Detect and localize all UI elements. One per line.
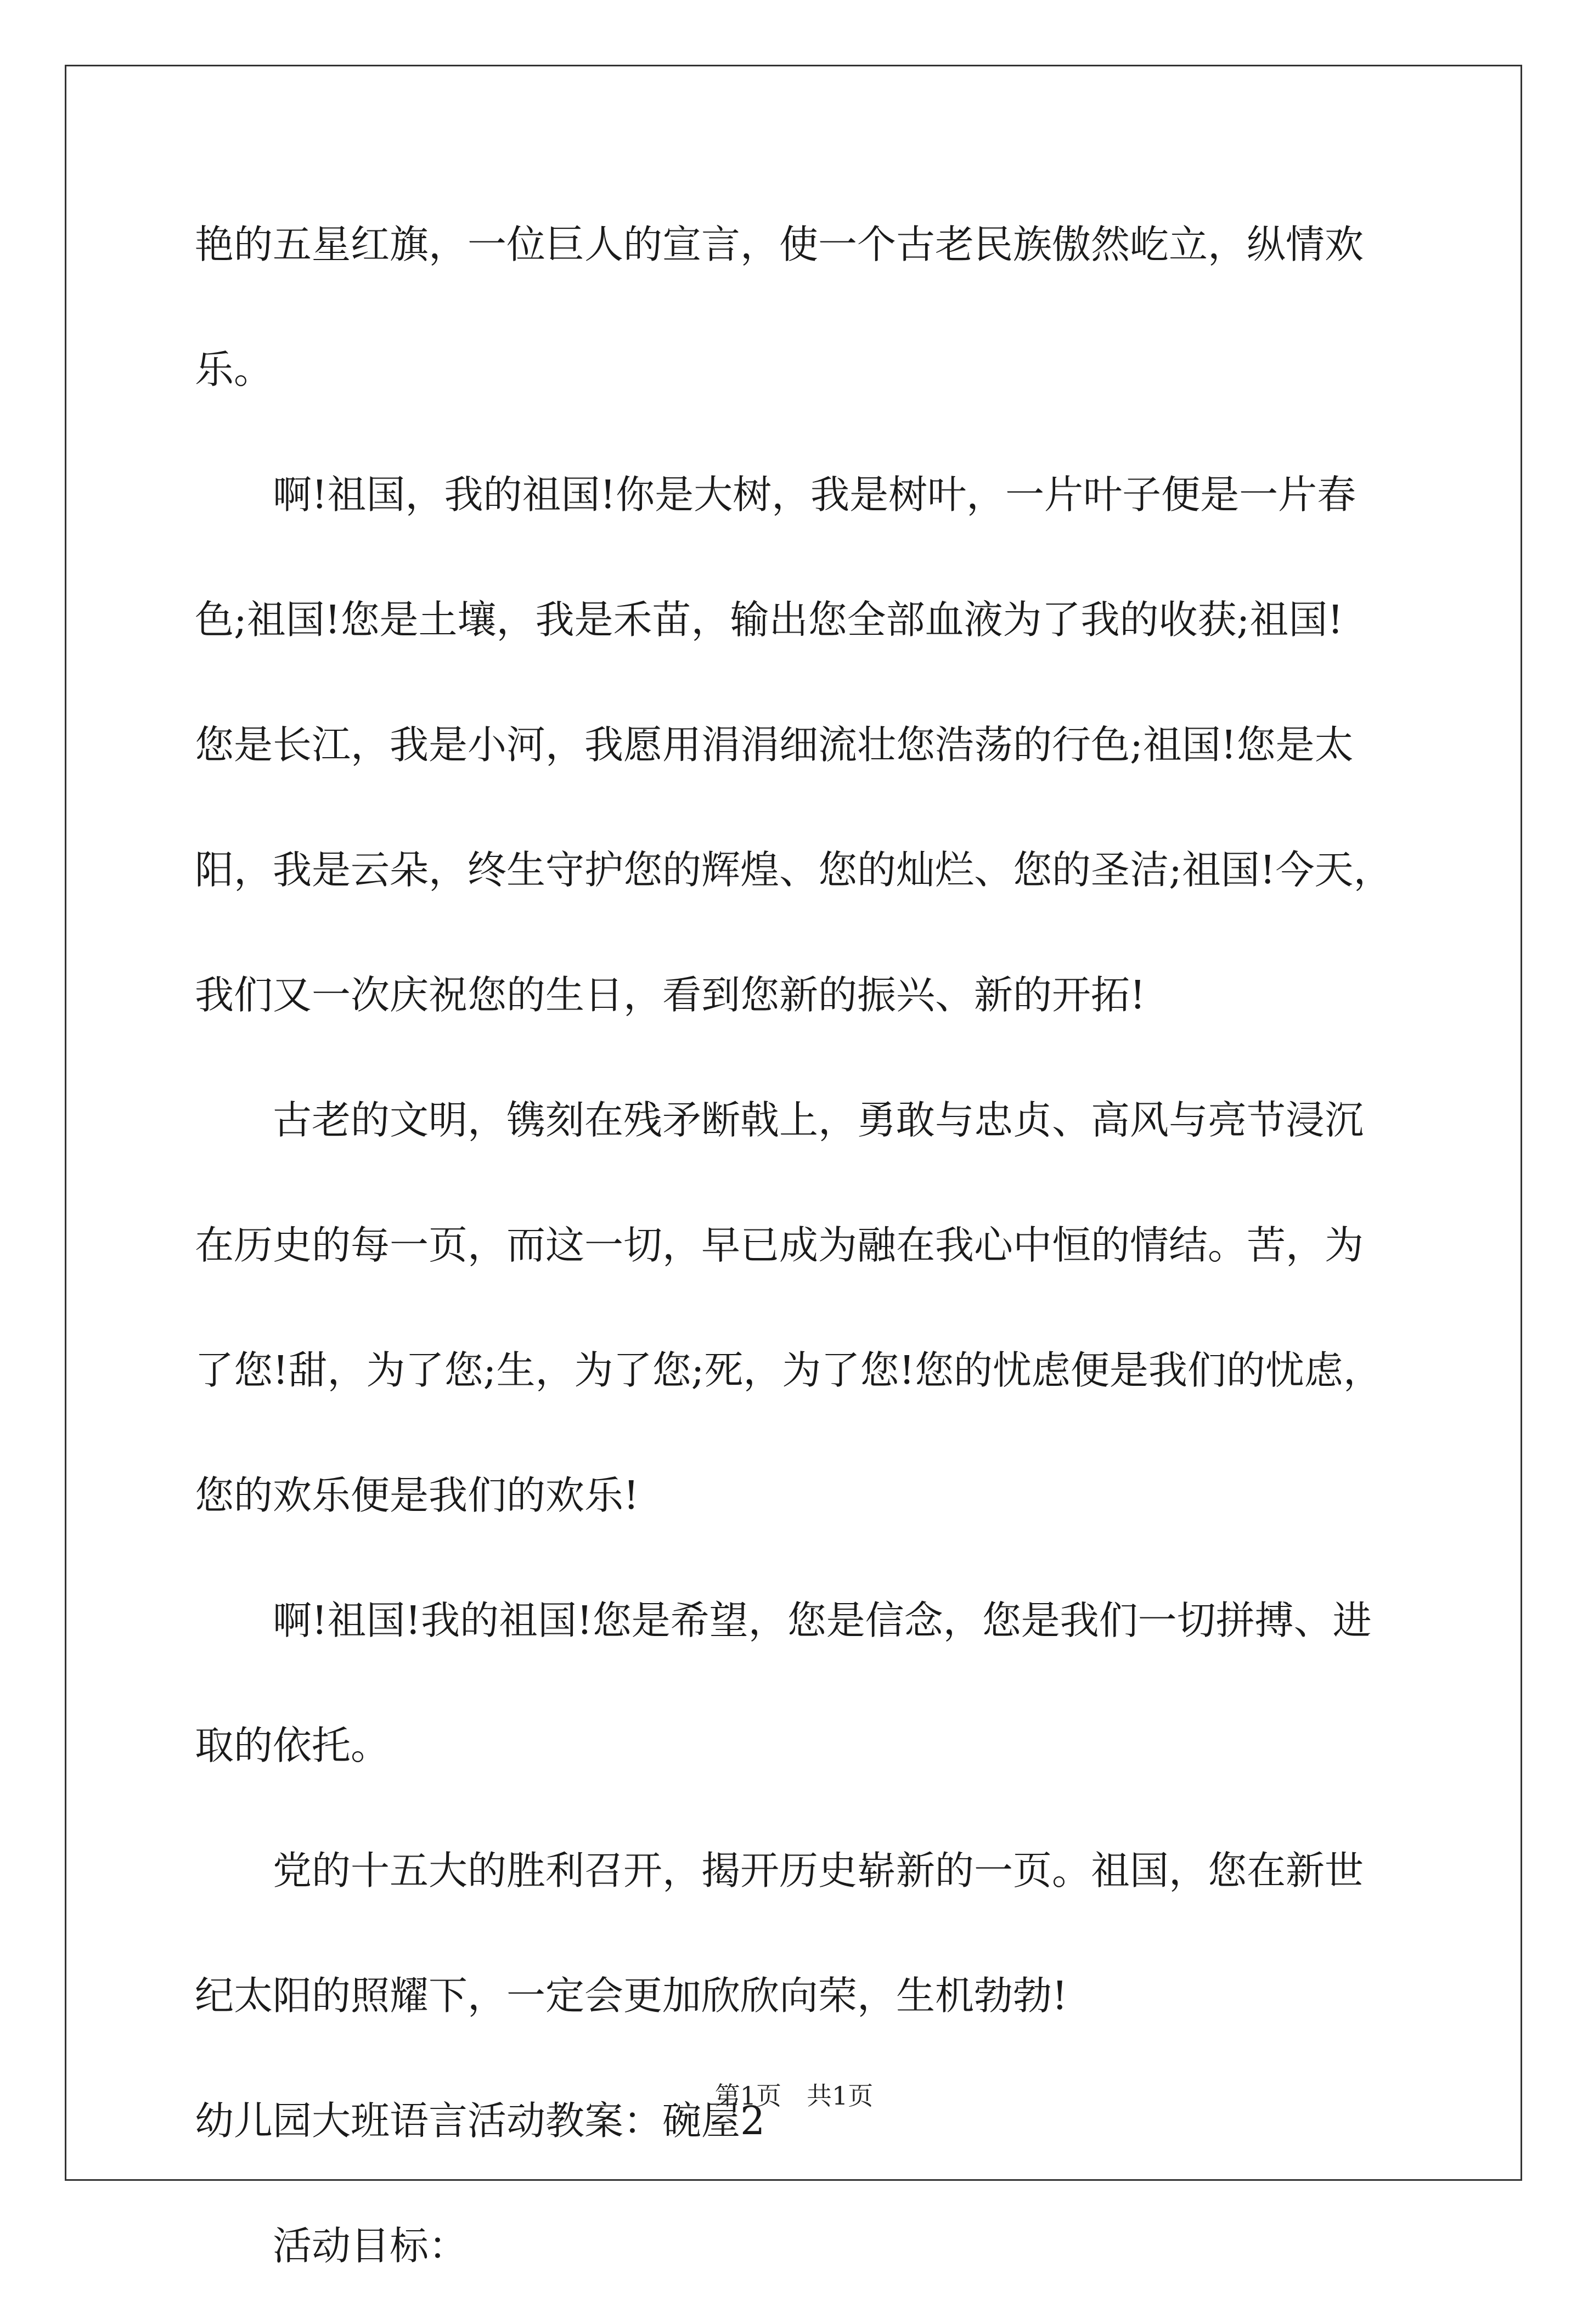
text-line-2: 乐。 [195,347,273,392]
text-line-13: 取的依托。 [195,1723,390,1768]
text-line-4: 色;祖国!您是土壤，我是禾苗，输出您全部血液为了我的收获;祖国! [195,597,1343,642]
text-line-14: 党的十五大的胜利召开，揭开历史崭新的一页。祖国，您在新世 [273,1848,1364,1893]
section-heading: 幼儿园大班语言活动教案：碗屋2 [195,2098,765,2144]
text-line-1: 艳的五星红旗，一位巨人的宣言，使一个古老民族傲然屹立，纵情欢 [195,222,1364,267]
text-line-11: 您的欢乐便是我们的欢乐! [195,1473,639,1518]
subheading-activity-goals: 活动目标： [273,2223,468,2269]
page-footer: 第1页 共1页 [714,2081,874,2111]
text-line-5: 您是长江，我是小河，我愿用涓涓细流壮您浩荡的行色;祖国!您是太 [195,722,1354,768]
document-body [195,198,1398,2324]
text-line-10: 了您!甜，为了您;生，为了您;死，为了您!您的忧虑便是我们的忧虑， [195,1347,1382,1393]
text-line-9: 在历史的每一页，而这一切，早已成为融在我心中恒的情结。苦，为 [195,1222,1364,1268]
text-line-3: 啊!祖国，我的祖国!你是大树，我是树叶，一片叶子便是一片春 [273,472,1356,517]
text-line-15: 纪太阳的照耀下，一定会更加欣欣向荣，生机勃勃! [195,1973,1068,2018]
text-line-7: 我们又一次庆祝您的生日，看到您新的振兴、新的开拓! [195,972,1146,1018]
text-line-6: 阳，我是云朵，终生守护您的辉煌、您的灿烂、您的圣洁;祖国!今天， [195,847,1393,893]
text-line-8: 古老的文明，镌刻在残矛断戟上，勇敢与忠贞、高风与亮节浸沉 [273,1097,1364,1143]
text-line-12: 啊!祖国!我的祖国!您是希望，您是信念，您是我们一切拼搏、进 [273,1598,1372,1643]
